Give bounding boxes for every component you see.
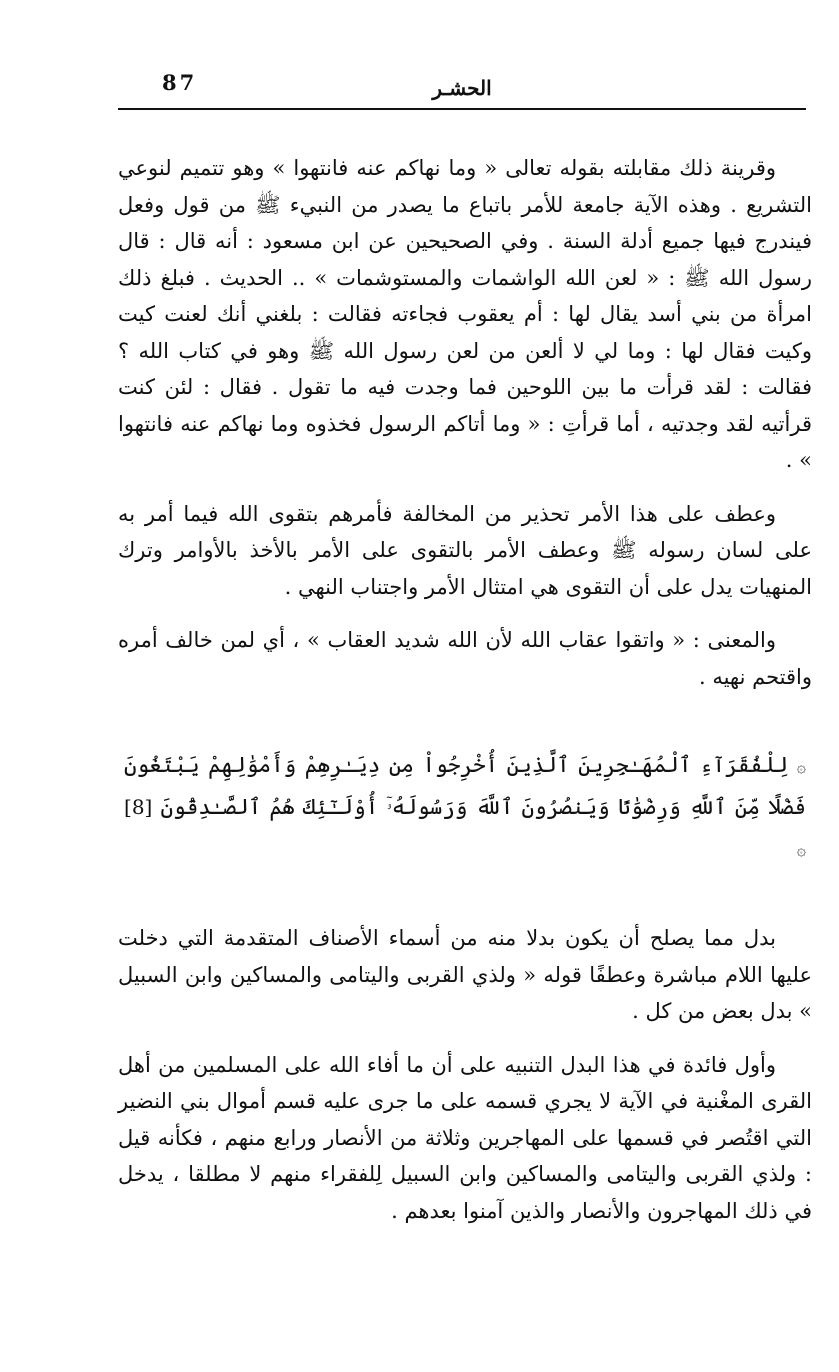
page-number: 87 — [162, 70, 198, 95]
commentary-paragraph-2: وعطف على هذا الأمر تحذير من المخالفة فأمرهم بتقوى الله فيما أمر به على لسان رسوله ﷺ وعطف الأمر بالتقوى على الأمر بالأخذ بالأوامر وترك المنهيات يدل على أن التقوى هي امتثال الأمر واجتناب النهي . — [118, 501, 812, 599]
quran-verse — [118, 745, 812, 870]
commentary-paragraph-4: بدل مما يصلح أن يكون بدلا منه من أسماء الأصناف المتقدمة التي دخلت عليها اللام مباشرة وعطفًا قوله « ولذي القربى واليتامى والمساكين وابن السبيل » بدل بعض من كل . — [118, 926, 812, 1023]
page-body — [118, 150, 812, 1229]
running-title: الحشـر — [432, 76, 492, 100]
paragraph-spacer — [118, 870, 812, 920]
paragraph-spacer — [118, 605, 812, 622]
page-header — [118, 62, 806, 110]
header-rule — [118, 108, 806, 110]
commentary-paragraph-1: وقرينة ذلك مقابلته بقوله تعالى « وما نهاكم عنه فانتهوا » وهو تتميم لنوعي التشريع . وهذه الآية جامعة للأمر باتباع ما يصدر من النبيء ﷺ من قول وفعل فيندرج فيها جميع أدلة السنة . وفي الصحيحين عن ابن مسعود : أنه قال : قال رسول الله ﷺ : « لعن الله الواشمات والمستوشمات » .. الحديث . فبلغ ذلك امرأة من بني أسد يقال لها : أم يعقوب فجاءته فقالت : بلغني أنك لعنت كيت وكيت فقال لها : وما لي لا ألعن من لعن رسول الله ﷺ وهو في كتاب الله ؟ فقالت : لقد قرأت ما بين اللوحين فما وجدت فيه ما تقول . فقال : لئن كنت قرأتيه لقد وجدتيه ، أما قرأتِ : « وما أتاكم الرسول فخذوه وما نهاكم عنه فانتهوا » . — [118, 156, 812, 472]
commentary-paragraph-3: والمعنى : « واتقوا عقاب الله لأن الله شديد العقاب » ، أي لمن خالف أمره واقتحم نهيه . — [118, 628, 812, 689]
paragraph-spacer — [118, 695, 812, 745]
verse-open-ornament: ۞ — [796, 757, 806, 776]
verse-number: [8] — [124, 795, 153, 819]
paragraph-spacer — [118, 479, 812, 496]
paragraph-spacer — [118, 1030, 812, 1047]
commentary-paragraph-5: وأول فائدة في هذا البدل التنبيه على أن ما أفاء الله على المسلمين من أهل القرى المغْنية في الآية لا يجري قسمه على ما جرى عليه قسم أموال بني النضير التي اقتُصر في قسمها على المهاجرين وثلاثة من الأنصار ورابع منهم ، فكأنه قيل : ولذي القربى واليتامى والمساكين وابن السبيل لِلفقراء منهم لا مطلقا ، يدخل في ذلك المهاجرون والأنصار والذين آمنوا بعدهم . — [118, 1052, 812, 1223]
verse-text: لِلْفُقَرَآءِ ٱلْمُهَـٰجِرِينَ ٱلَّذِينَ أُخْرِجُواْ مِن دِيَـٰرِهِمْ وَأَمْوَٰلِهِمْ يَبْتَغُونَ فَضْلًا مِّنَ ٱللَّهِ وَرِضْوَٰنًا وَيَنصُرُونَ ٱللَّهَ وَرَسُولَهُۥٓ أُوْلَـٰٓئِكَ هُمُ ٱلصَّـٰدِقُونَ — [124, 753, 806, 820]
verse-close-ornament: ۞ — [796, 840, 806, 859]
